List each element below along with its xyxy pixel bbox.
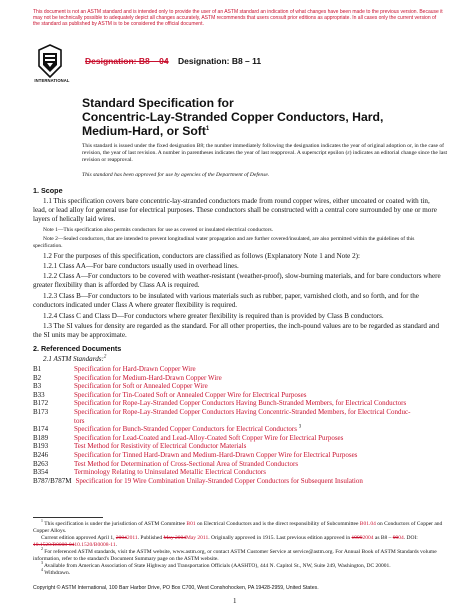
reference-item-continued[interactable]: tors bbox=[74, 416, 85, 425]
logo-caption: INTERNATIONAL bbox=[34, 78, 70, 83]
scope-heading: 1. Scope bbox=[33, 186, 63, 195]
designation-old: Designation: B8 – 04 bbox=[85, 56, 169, 66]
document-title bbox=[82, 96, 442, 138]
standard-issue-note: This standard is issued under the fixed designation B8; the number immediately following the designation indicates the year of original adoption or, in the case of revision, the year of last revision. A number in parentheses indicates the year of last reapproval. A superscript epsilon (ε) indicates an editorial change since the last revision or reapproval. bbox=[82, 143, 448, 163]
footnote-2: $^2$ For referenced ASTM standards, visit the ASTM website, www.astm.org, or contact ASTM Customer Service at service@astm.org. For Annual Book of ASTM Standards volume information, refer to the standard's Document Summary page on the ASTM website. bbox=[33, 547, 437, 562]
reference-item[interactable]: B787/B787M Specification for 19 Wire Combination Unilay-Stranded Copper Conductors for Subsequent Insulation bbox=[33, 476, 363, 485]
footnote-current-edition: Current edition approved April 1, 20042011. Published May 2004May 2011. Originally approved in 1915. Last previous edition approved in 19992004 as B8 – 9904. DOI: 10.1520/B0008-0410.1520/B0008-11. bbox=[33, 535, 418, 548]
section-1-2: 1.2 For the purposes of this specification, conductors are classified as follows (Explanatory Note 1 and Note 2): bbox=[43, 252, 360, 260]
reference-item[interactable]: B2 Specification for Medium-Hard-Drawn Copper Wire bbox=[33, 373, 222, 382]
section-1-2-3: 1.2.3 Class B—For conductors to be insulated with various materials such as rubber, paper, varnished cloth, and so forth, and for the conductors indicated under Class A where greater flexibility is required. bbox=[33, 292, 419, 309]
footnote-1: $^1$ This specification is under the jurisdiction of ASTM Committee B01 on Electrical Conductors and is the direct responsibility of Subcommittee B01.04 on Conductors of Copper and Copper Alloys. bbox=[33, 519, 443, 534]
reference-item[interactable]: B189 Specification for Lead-Coated and Lead-Alloy-Coated Soft Copper Wire for Electrical Purposes bbox=[33, 433, 344, 442]
page-number: 1 bbox=[233, 597, 237, 605]
reference-item[interactable]: B174 Specification for Bunch-Stranded Copper Conductors for Electrical Conductors $^3$ bbox=[33, 424, 302, 434]
note-2: Note 2—Sealed conductors, that are intended to prevent longitudinal water propagation and are further covered/insulated, are also permitted within the guidelines of this specification. bbox=[33, 236, 415, 249]
change-notice: This document is not an ASTM standard and is intended only to provide the user of an ASTM standard an indication of what changes have been made to the previous version. Because it may not be technically possible to adequately depict all changes accurately, ASTM recommends that users consult prior editions as appropriate. In all cases only the current version of the standard as published by ASTM is to be considered the official document. bbox=[33, 9, 443, 27]
reference-item[interactable]: B354 Terminology Relating to Uninsulated Metallic Electrical Conductors bbox=[33, 468, 266, 477]
copyright-notice: Copyright © ASTM International, 100 Barr Harbor Drive, PO Box C700, West Conshohocken, PA 19428-2959, United States. bbox=[33, 585, 319, 591]
footnote-4: $^4$ Withdrawn. bbox=[41, 568, 71, 576]
section-1-2-1: 1.2.1 Class AA—For bare conductors usually used in overhead lines. bbox=[43, 262, 239, 270]
title-line-2: Concentric-Lay-Stranded Copper Conductors, Hard, bbox=[82, 110, 384, 124]
astm-standards-subheading: 2.1 ASTM Standards:$^2$ bbox=[43, 354, 107, 363]
reference-item[interactable]: B173 Specification for Rope-Lay-Stranded Copper Conductors Having Concentric-Stranded Members, for Electrical Conduc- bbox=[33, 407, 411, 416]
title-line-1: Standard Specification for bbox=[82, 96, 234, 110]
section-1-2-2: 1.2.2 Class A—For conductors to be covered with weather-resistant (weather-proof), slow-burning materials, and for bare conductors where greater flexibility than is afforded by Class AA is required. bbox=[33, 272, 441, 289]
dod-approval-note: This standard has been approved for use by agencies of the Department of Defense. bbox=[82, 172, 270, 178]
astm-logo-icon bbox=[38, 44, 62, 78]
footnote-divider bbox=[33, 517, 103, 518]
reference-item[interactable]: B1 Specification for Hard-Drawn Copper Wire bbox=[33, 365, 196, 373]
astm-logo bbox=[38, 44, 62, 78]
title-line-3: Medium-Hard, or Soft$^1$ bbox=[82, 124, 210, 138]
section-1-1: 1.1 This specification covers bare concentric-lay-stranded conductors made from round copper wires, either uncoated or coated with tin, lead, or lead alloy for general use for electrical purposes. These conductors shall be constructed with a central core surrounded by one or more layers of helically laid wires. bbox=[33, 197, 437, 223]
reference-item[interactable]: B33 Specification for Tin-Coated Soft or Annealed Copper Wire for Electrical Purposes bbox=[33, 390, 307, 399]
footnote-3: $^3$ Available from American Association of State Highway and Transportation Officials (AASHTO), 444 N. Capitol St., NW, Suite 249, Washington, DC 20001. bbox=[41, 561, 391, 569]
title-footnote-ref: 1 bbox=[205, 125, 210, 132]
referenced-documents-heading: 2. Referenced Documents bbox=[33, 344, 122, 353]
section-1-3: 1.3 The SI values for density are regarded as the standard. For all other properties, the inch-pound values are to be regarded as standard and the SI units may be approximate. bbox=[33, 322, 439, 339]
reference-item[interactable]: B263 Test Method for Determination of Cross-Sectional Area of Stranded Conductors bbox=[33, 459, 299, 468]
note-1: Note 1—This specification also permits conductors for use as covered or insulated electrical conductors. bbox=[43, 227, 274, 233]
reference-item[interactable]: B3 Specification for Soft or Annealed Copper Wire bbox=[33, 382, 208, 391]
reference-item[interactable]: B246 Specification for Tinned Hard-Drawn and Medium-Hard-Drawn Copper Wire for Electrical Purposes bbox=[33, 450, 358, 459]
designation-new: Designation: B8 – 11 bbox=[178, 56, 262, 66]
reference-item[interactable]: B172 Specification for Rope-Lay-Stranded Copper Conductors Having Bunch-Stranded Members, for Electrical Conductors bbox=[33, 399, 407, 408]
reference-item[interactable]: B193 Test Method for Resistivity of Electrical Conductor Materials bbox=[33, 442, 247, 451]
section-1-2-4: 1.2.4 Class C and Class D—For conductors where greater flexibility is required than is provided by Class B conductors. bbox=[43, 312, 384, 320]
reference-list bbox=[33, 365, 453, 485]
